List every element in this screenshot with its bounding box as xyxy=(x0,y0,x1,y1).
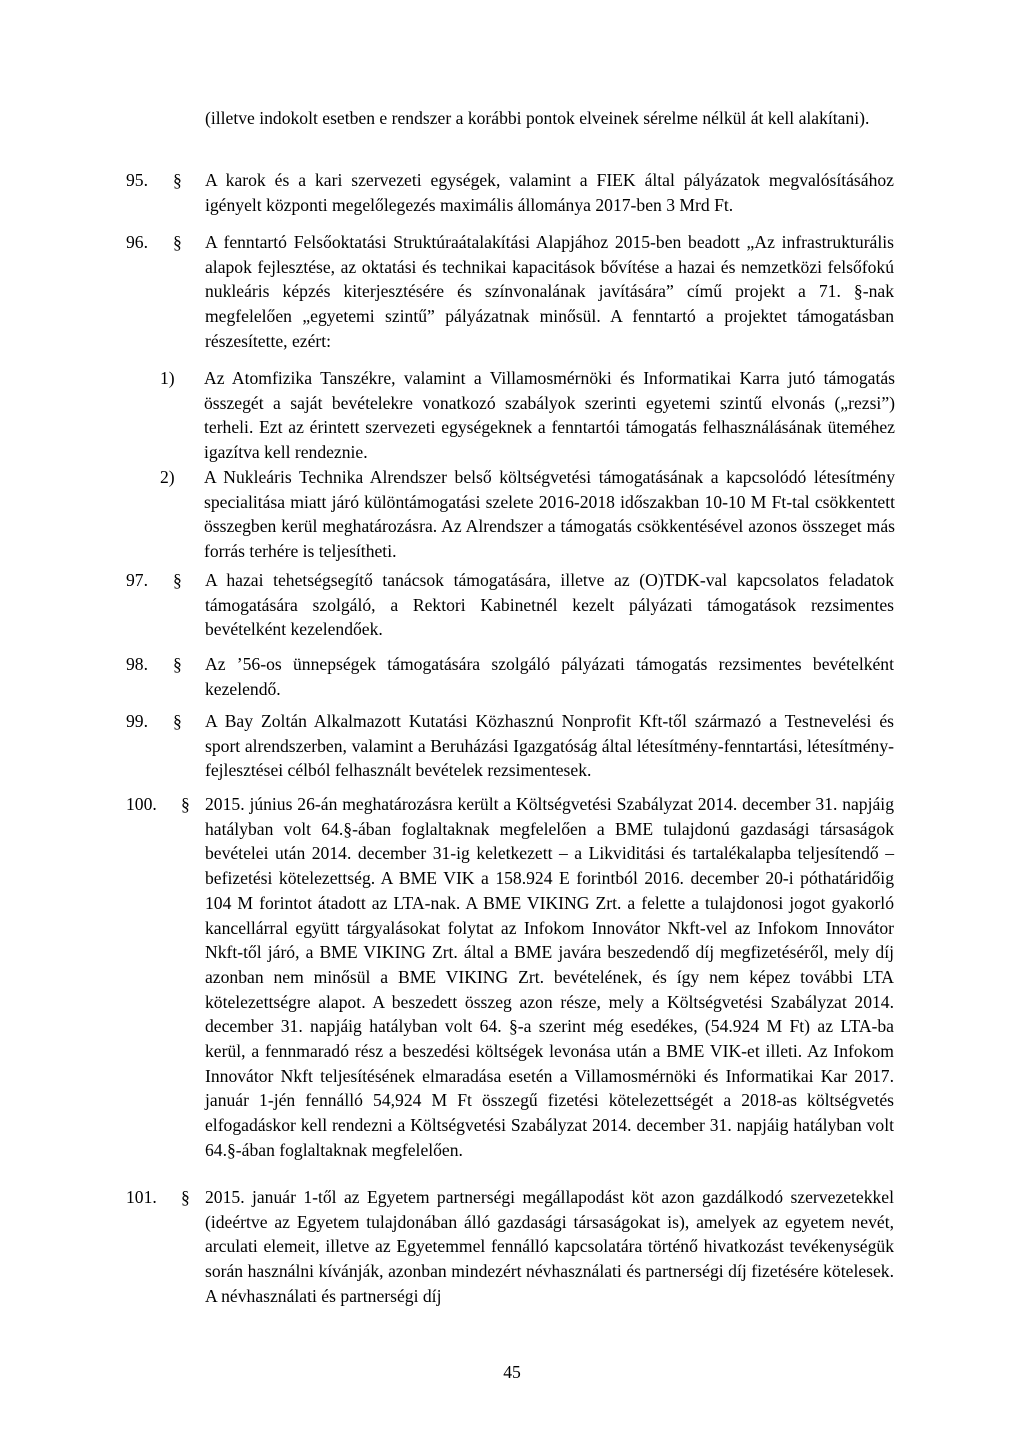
paragraph-number: 97. xyxy=(126,570,148,590)
subitem-2 xyxy=(160,465,895,564)
paragraph-number: 98. xyxy=(126,654,148,674)
paragraph-text: A hazai tehetségsegítő tanácsok támogatására, illetve az (O)TDK-val kapcsolatos feladatok támogatására szolgáló, a Rektori Kabinetnél kezelt pályázati támogatások rezsimentes bevételként kezelendőek. xyxy=(205,570,894,640)
paragraph-98 xyxy=(126,652,894,701)
paragraph-number: 101. xyxy=(126,1187,157,1207)
paragraph-99 xyxy=(126,709,894,783)
paragraph-101 xyxy=(126,1185,894,1309)
paragraph-text: 2015. június 26-án meghatározásra került a Költségvetési Szabályzat 2014. december 31. napjáig hatályban volt 64.§-ában foglaltaknak megfelelően a BME tulajdonú gazdasági társaságok bevételei után 2014. december 31-ig keletkezett – a Likviditási és tartalékalapba teljesítendő – befizetési kötelezettség. A BME VIK a 158.924 E forintból 2016. december 20-i póthatáridőig 104 M forintot átadott az LTA-nak. A BME VIKING Zrt. a felette a tulajdonosi jogot gyakorló kancellárral együtt tárgyalásokat folytat az Infokom Innovátor Nkft-vel az Infokom Innovátor Nkft-től járó, a BME VIKING Zrt. által a BME javára beszedendő díj megfizetéséről, mely díj azonban nem minősül a BME VIKING Zrt. bevételének, és így nem képez további LTA kötelezettségre alapot. A beszedett összeg azon része, mely a Költségvetési Szabályzat 2014. december 31. napjáig hatályban volt 64. §-a szerint még esedékes, (54.924 M Ft) az LTA-ba kerül, a fennmaradó rész a beszedési költségek levonása után a BME VIK-et illeti. Az Infokom Innovátor Nkft teljesítésének elmaradása esetén a Villamosmérnöki és Informatikai Kar 2017. január 1-jén fennálló 54,924 M Ft összegű fizetési kötelezettségét a 2018-as költségvetés elfogadáskor kell rendezni a Költségvetési Szabályzat 2014. december 31. napjáig hatályban volt 64.§-ában foglaltaknak megfelelően. xyxy=(205,794,894,1160)
paragraph-97 xyxy=(126,568,894,642)
paragraph-text: A Bay Zoltán Alkalmazott Kutatási Közhasznú Nonprofit Kft-től származó a Testnevelési és sport alrendszerben, valamint a Beruházási Igazgatóság által létesítmény-fenntartási, létesítmény-fejlesztései célból felhasznált bevételek rezsimentesek. xyxy=(205,711,894,781)
section-symbol: § xyxy=(181,1187,190,1207)
section-symbol: § xyxy=(173,170,182,190)
paragraph-text: A karok és a kari szervezeti egységek, valamint a FIEK által pályázatok megvalósításához igényelt központi megelőlegezés maximális állománya 2017-ben 3 Mrd Ft. xyxy=(205,170,894,215)
page-number: 45 xyxy=(503,1362,521,1382)
paragraph-number: 96. xyxy=(126,232,148,252)
section-symbol: § xyxy=(173,711,182,731)
paragraph-number: 95. xyxy=(126,170,148,190)
section-symbol: § xyxy=(173,654,182,674)
section-symbol: § xyxy=(181,794,190,814)
paragraph-96 xyxy=(126,230,894,354)
paragraph-text: Az ’56-os ünnepségek támogatására szolgáló pályázati támogatás rezsimentes bevételként kezelendő. xyxy=(205,654,894,699)
paragraph-text: 2015. január 1-től az Egyetem partnerségi megállapodást köt azon gazdálkodó szervezetekkel (ideértve az Egyetem tulajdonában álló gazdasági társaságokat is), amelyek az egyetem nevét, arculati elemeit, illetve az Egyetemmel fennálló kapcsolatára történő hivatkozást tevékenységük során használni kívánják, azonban mindezért névhasználati és partnerségi díj fizetésére kötelesek. A névhasználati és partnerségi díj xyxy=(205,1187,894,1306)
section-symbol: § xyxy=(173,232,182,252)
paragraph-text: A fenntartó Felsőoktatási Struktúraátalakítási Alapjához 2015-ben beadott „Az infrastrukturális alapok fejlesztése, az oktatási és technikai kapacitások bővítése a hazai és nemzetközi felsőfokú nukleáris képzés kiterjesztésére és színvonalának javítására” című projekt a 71. §-nak megfelelően „egyetemi szintű” pályázatnak minősül. A fenntartó a projektet támogatásban részesítette, ezért: xyxy=(205,232,894,351)
paragraph-100 xyxy=(126,792,894,1163)
continuation-text: (illetve indokolt esetben e rendszer a korábbi pontok elveinek sérelme nélkül át kell alakítani). xyxy=(205,108,870,128)
subitem-1 xyxy=(160,366,895,465)
subitem-number: 1) xyxy=(160,368,175,388)
paragraph-number: 100. xyxy=(126,794,157,814)
subitem-number: 2) xyxy=(160,467,175,487)
paragraph-number: 99. xyxy=(126,711,148,731)
paragraph-95 xyxy=(126,168,894,217)
subitem-text: Az Atomfizika Tanszékre, valamint a Villamosmérnöki és Informatikai Karra jutó támogatás összegét a saját bevételekre vonatkozó szabályok szerinti egyetemi szintű elvonás („rezsi”) terheli. Ezt az érintett szervezeti egységeknek a fenntartói támogatás felhasználásának üteméhez igazítva kell rendeznie. xyxy=(204,368,895,463)
subitem-text: A Nukleáris Technika Alrendszer belső költségvetési támogatásának a kapcsolódó létesítmény specialitása miatt járó különtámogatási szelete 2016-2018 időszakban 10-10 M Ft-tal csökkentett összegben kerül meghatározásra. Az Alrendszer a támogatás csökkentésével azonos összeget más forrás terhére is teljesítheti. xyxy=(204,467,895,562)
section-symbol: § xyxy=(173,570,182,590)
